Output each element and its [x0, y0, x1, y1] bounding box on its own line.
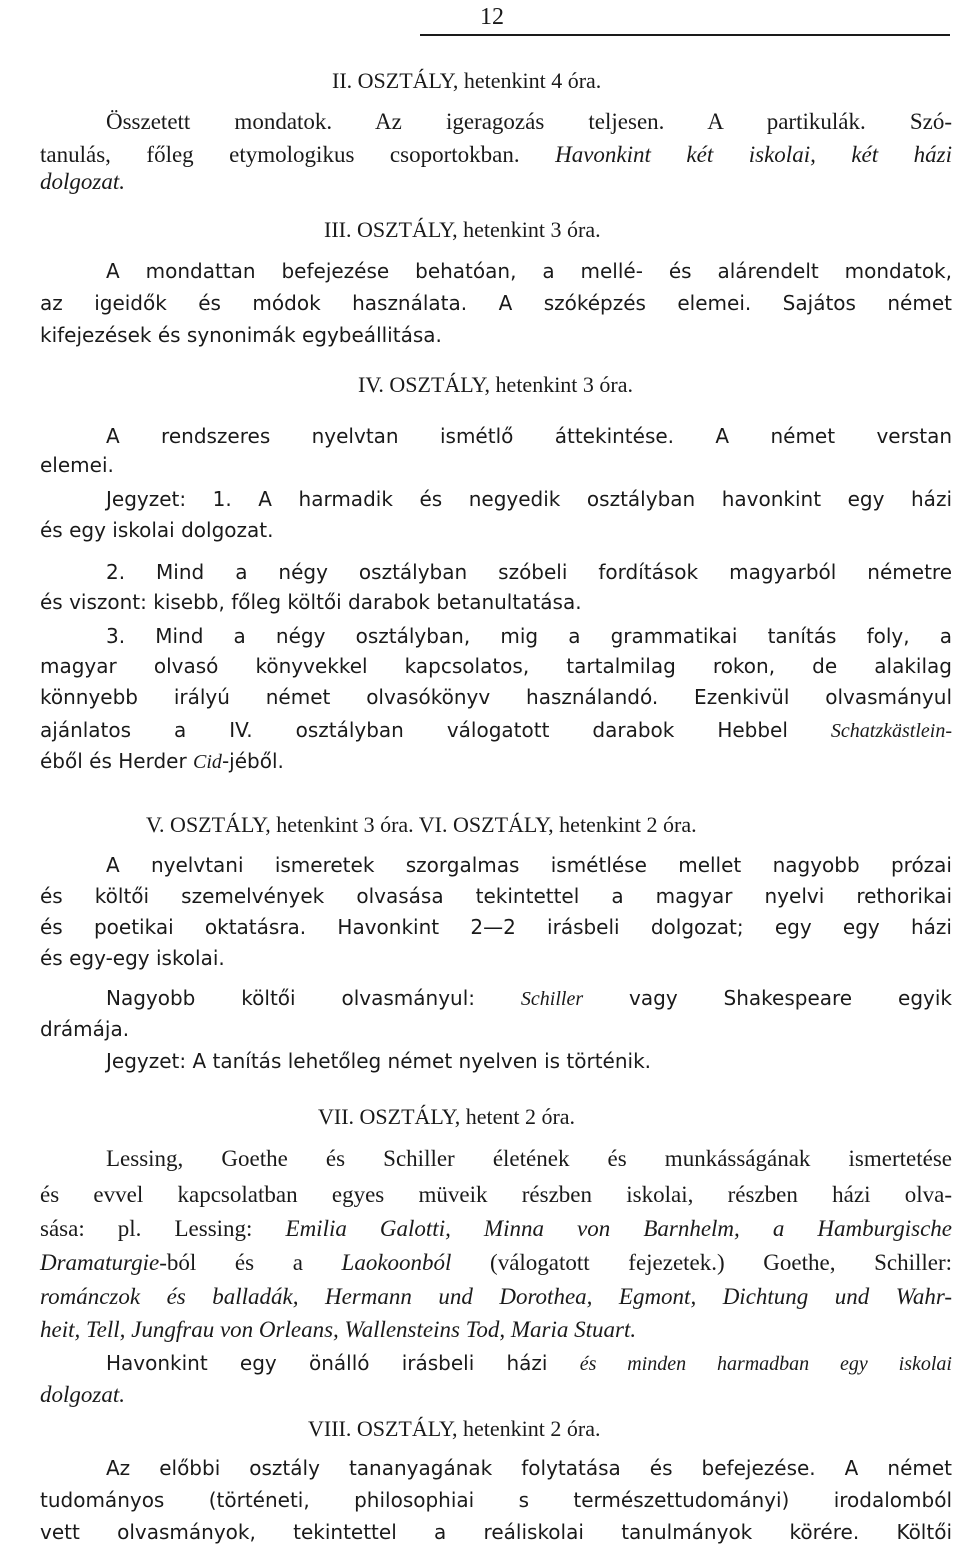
- class-iv-note-2: és viszont: kisebb, főleg költői darabok betanultatása.: [40, 590, 582, 614]
- class-iv-note-3: [40, 745, 952, 778]
- class-v-vi-text: Nagyobb költői olvasmányul:: [106, 986, 521, 1010]
- class-ii-line: Összetett mondatok. Az igeragozás teljesen. A partikulák. Szó-: [106, 109, 952, 134]
- class-v-vi-text: vagy Shakespeare egyik: [583, 986, 952, 1010]
- class-iv-note-3-text: éből és Herder: [40, 749, 194, 773]
- header-rule: [420, 34, 950, 36]
- heading-class-ii: II. OSZTÁLY, hetenkint 4 óra.: [332, 68, 602, 93]
- class-vii-line: és evvel kapcsolatban egyes müveik részben iskolai, részben házi olva-: [40, 1182, 952, 1207]
- class-iv-note-3-text: -jéből.: [221, 749, 284, 773]
- class-ii-line: dolgozat.: [40, 169, 125, 194]
- class-iv-note-3: [40, 714, 952, 747]
- heading-class-vii: VII. OSZTÁLY, hetent 2 óra.: [318, 1104, 576, 1129]
- class-ii-italic: Havonkint két iskolai, két házi: [555, 142, 953, 167]
- class-iv-note-3: 3. Mind a négy osztályban, mig a grammatikai tanítás foly, a: [106, 624, 952, 648]
- class-iv-note-1: és egy iskolai dolgozat.: [40, 518, 274, 542]
- class-vii-line: dolgozat.: [40, 1382, 125, 1407]
- class-vii-text: (válogatott fejezetek.) Goethe, Schiller:: [451, 1250, 953, 1275]
- class-v-vi-line: [106, 982, 952, 1015]
- class-ii-text: tanulás, főleg etymologikus csoportokban.: [40, 142, 556, 167]
- class-iv-note-3: magyar olvasó könyvekkel kapcsolatos, tartalmilag rokon, de alakilag: [40, 654, 952, 678]
- class-vii-line: románczok és balladák, Hermann und Dorothea, Egmont, Dichtung und Wahr-: [40, 1284, 952, 1309]
- class-viii-line: Az előbbi osztály tananyagának folytatása és befejezése. A német: [106, 1456, 952, 1480]
- heading-class-iii: III. OSZTÁLY, hetenkint 3 óra.: [324, 217, 601, 242]
- class-iii-line: A mondattan befejezése behatóan, a mellé- és alárendelt mondatok,: [106, 259, 952, 283]
- class-vii-line: [40, 1246, 952, 1279]
- class-vii-line: Lessing, Goethe és Schiller életének és munkásságának ismertetése: [106, 1146, 952, 1171]
- page-number: 12: [480, 4, 504, 30]
- class-vii-line: heit, Tell, Jungfrau von Orleans, Wallensteins Tod, Maria Stuart.: [40, 1317, 637, 1342]
- class-iv-note-3-text: ajánlatos a IV. osztályban válogatott darabok Hebbel: [40, 718, 831, 742]
- class-iv-note-3-italic: Schatzkästlein-: [830, 720, 952, 742]
- class-vii-text: Havonkint egy önálló irásbeli házi: [106, 1351, 580, 1375]
- class-vii-italic: Dramaturgie: [40, 1250, 160, 1275]
- class-iii-line: kifejezések és synonimák egybeállitása.: [40, 323, 442, 347]
- class-iv-line: A rendszeres nyelvtan ismétlő áttekintése. A német verstan: [106, 424, 952, 448]
- heading-class-v-vi: V. OSZTÁLY, hetenkint 3 óra. VI. OSZTÁLY, hetenkint 2 óra.: [146, 812, 697, 837]
- heading-class-iv: IV. OSZTÁLY, hetenkint 3 óra.: [358, 372, 634, 397]
- class-v-vi-note: Jegyzet: A tanítás lehetőleg német nyelven is történik.: [106, 1049, 652, 1073]
- class-vii-text: -ból és a: [159, 1250, 342, 1275]
- class-vii-line: [40, 1212, 952, 1245]
- class-vii-line: [106, 1347, 952, 1380]
- class-viii-line: tudományos (történeti, philosophiai s természettudományi) irodalomból: [40, 1488, 952, 1512]
- heading-class-viii: VIII. OSZTÁLY, hetenkint 2 óra.: [308, 1416, 601, 1441]
- class-v-vi-italic: Schiller: [520, 988, 584, 1010]
- class-iv-note-1: Jegyzet: 1. A harmadik és negyedik osztályban havonkint egy házi: [106, 487, 952, 511]
- class-vii-italic: Emilia Galotti, Minna von Barnhelm, a Hamburgische: [285, 1216, 952, 1241]
- class-vii-italic: és minden harmadban egy iskolai: [579, 1353, 952, 1375]
- class-iv-note-3-italic: Cid: [193, 751, 222, 773]
- class-v-vi-line: és poetikai oktatásra. Havonkint 2—2 irásbeli dolgozat; egy egy házi: [40, 915, 952, 939]
- class-v-vi-line: A nyelvtani ismeretek szorgalmas ismétlése mellet nagyobb prózai: [106, 853, 952, 877]
- class-v-vi-line: és költői szemelvények olvasása tekintettel a magyar nyelvi rethorikai: [40, 884, 952, 908]
- class-iv-note-3: könnyebb irályú német olvasókönyv használandó. Ezenkivül olvasmányul: [40, 685, 952, 709]
- class-viii-line: vett olvasmányok, tekintettel a reáliskolai tanulmányok körére. Költői: [40, 1520, 952, 1544]
- class-vii-text: sása: pl. Lessing:: [40, 1216, 286, 1241]
- class-vii-italic: Laokoonból: [341, 1250, 452, 1275]
- class-v-vi-line: és egy-egy iskolai.: [40, 946, 225, 970]
- class-iv-note-2: 2. Mind a négy osztályban szóbeli fordítások magyarból németre: [106, 560, 952, 584]
- class-iv-line: elemei.: [40, 453, 114, 477]
- class-iii-line: az igeidők és módok használata. A szóképzés elemei. Sajátos német: [40, 291, 952, 315]
- class-v-vi-line: drámája.: [40, 1017, 130, 1041]
